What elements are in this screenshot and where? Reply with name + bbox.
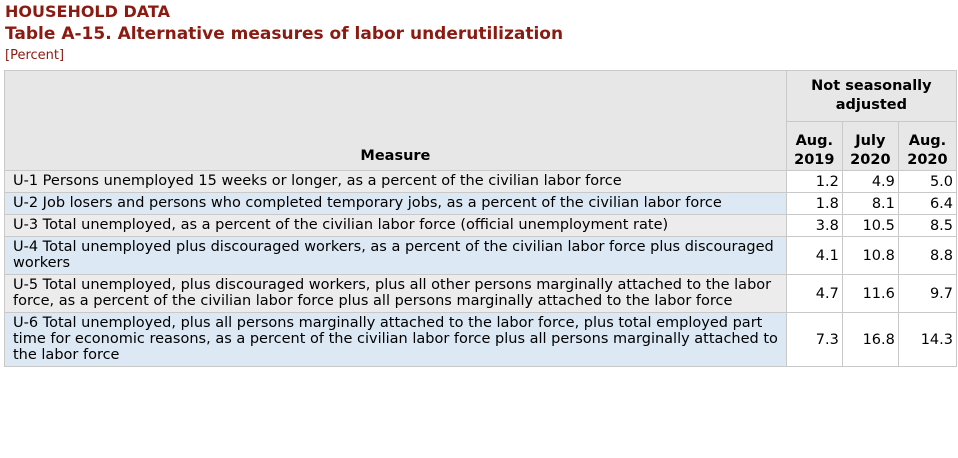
- value-cell: 4.7: [786, 275, 842, 313]
- measure-label: U-6 Total unemployed, plus all persons marginally attached to the labor force, plus total employed part time for economic reasons, as a percent of the civilian labor force plus all persons marginally attached to the labor force: [5, 313, 787, 367]
- value-cell: 8.5: [898, 215, 956, 237]
- period-month: Aug.: [908, 133, 947, 149]
- section-heading: HOUSEHOLD DATA: [5, 2, 170, 21]
- value-cell: 1.8: [786, 193, 842, 215]
- value-cell: 6.4: [898, 193, 956, 215]
- table-title: Table A-15. Alternative measures of labor underutilization: [5, 24, 564, 44]
- table-row: [5, 215, 957, 237]
- value-cell: 3.8: [786, 215, 842, 237]
- table-row: [5, 313, 957, 367]
- period-year: 2019: [794, 152, 835, 168]
- period-header: [786, 122, 842, 171]
- period-header: [842, 122, 898, 171]
- period-month: July: [855, 133, 886, 149]
- measure-label: U-2 Job losers and persons who completed temporary jobs, as a percent of the civilian labor force: [5, 193, 787, 215]
- value-cell: 4.9: [842, 171, 898, 193]
- value-cell: 8.8: [898, 237, 956, 275]
- period-month: Aug.: [795, 133, 834, 149]
- measure-column-header: Measure: [5, 71, 787, 171]
- table-row: [5, 193, 957, 215]
- table-row: [5, 237, 957, 275]
- table-row: [5, 171, 957, 193]
- value-cell: 10.5: [842, 215, 898, 237]
- table-row: [5, 275, 957, 313]
- value-cell: 14.3: [898, 313, 956, 367]
- group-column-header: Not seasonally adjusted: [786, 71, 956, 122]
- value-cell: 11.6: [842, 275, 898, 313]
- value-cell: 16.8: [842, 313, 898, 367]
- measure-label: U-1 Persons unemployed 15 weeks or longer, as a percent of the civilian labor force: [5, 171, 787, 193]
- value-cell: 5.0: [898, 171, 956, 193]
- value-cell: 9.7: [898, 275, 956, 313]
- measure-label: U-3 Total unemployed, as a percent of the civilian labor force (official unemployment rate): [5, 215, 787, 237]
- value-cell: 1.2: [786, 171, 842, 193]
- unit-label: [Percent]: [5, 48, 65, 63]
- period-year: 2020: [907, 152, 948, 168]
- measure-label: U-4 Total unemployed plus discouraged workers, as a percent of the civilian labor force plus discouraged workers: [5, 237, 787, 275]
- value-cell: 8.1: [842, 193, 898, 215]
- value-cell: 7.3: [786, 313, 842, 367]
- period-header: [898, 122, 956, 171]
- data-table: [4, 70, 957, 367]
- value-cell: 4.1: [786, 237, 842, 275]
- measure-label: U-5 Total unemployed, plus discouraged workers, plus all other persons marginally attached to the labor force, as a percent of the civilian labor force plus all persons marginally attached to the labor force: [5, 275, 787, 313]
- value-cell: 10.8: [842, 237, 898, 275]
- period-year: 2020: [850, 152, 891, 168]
